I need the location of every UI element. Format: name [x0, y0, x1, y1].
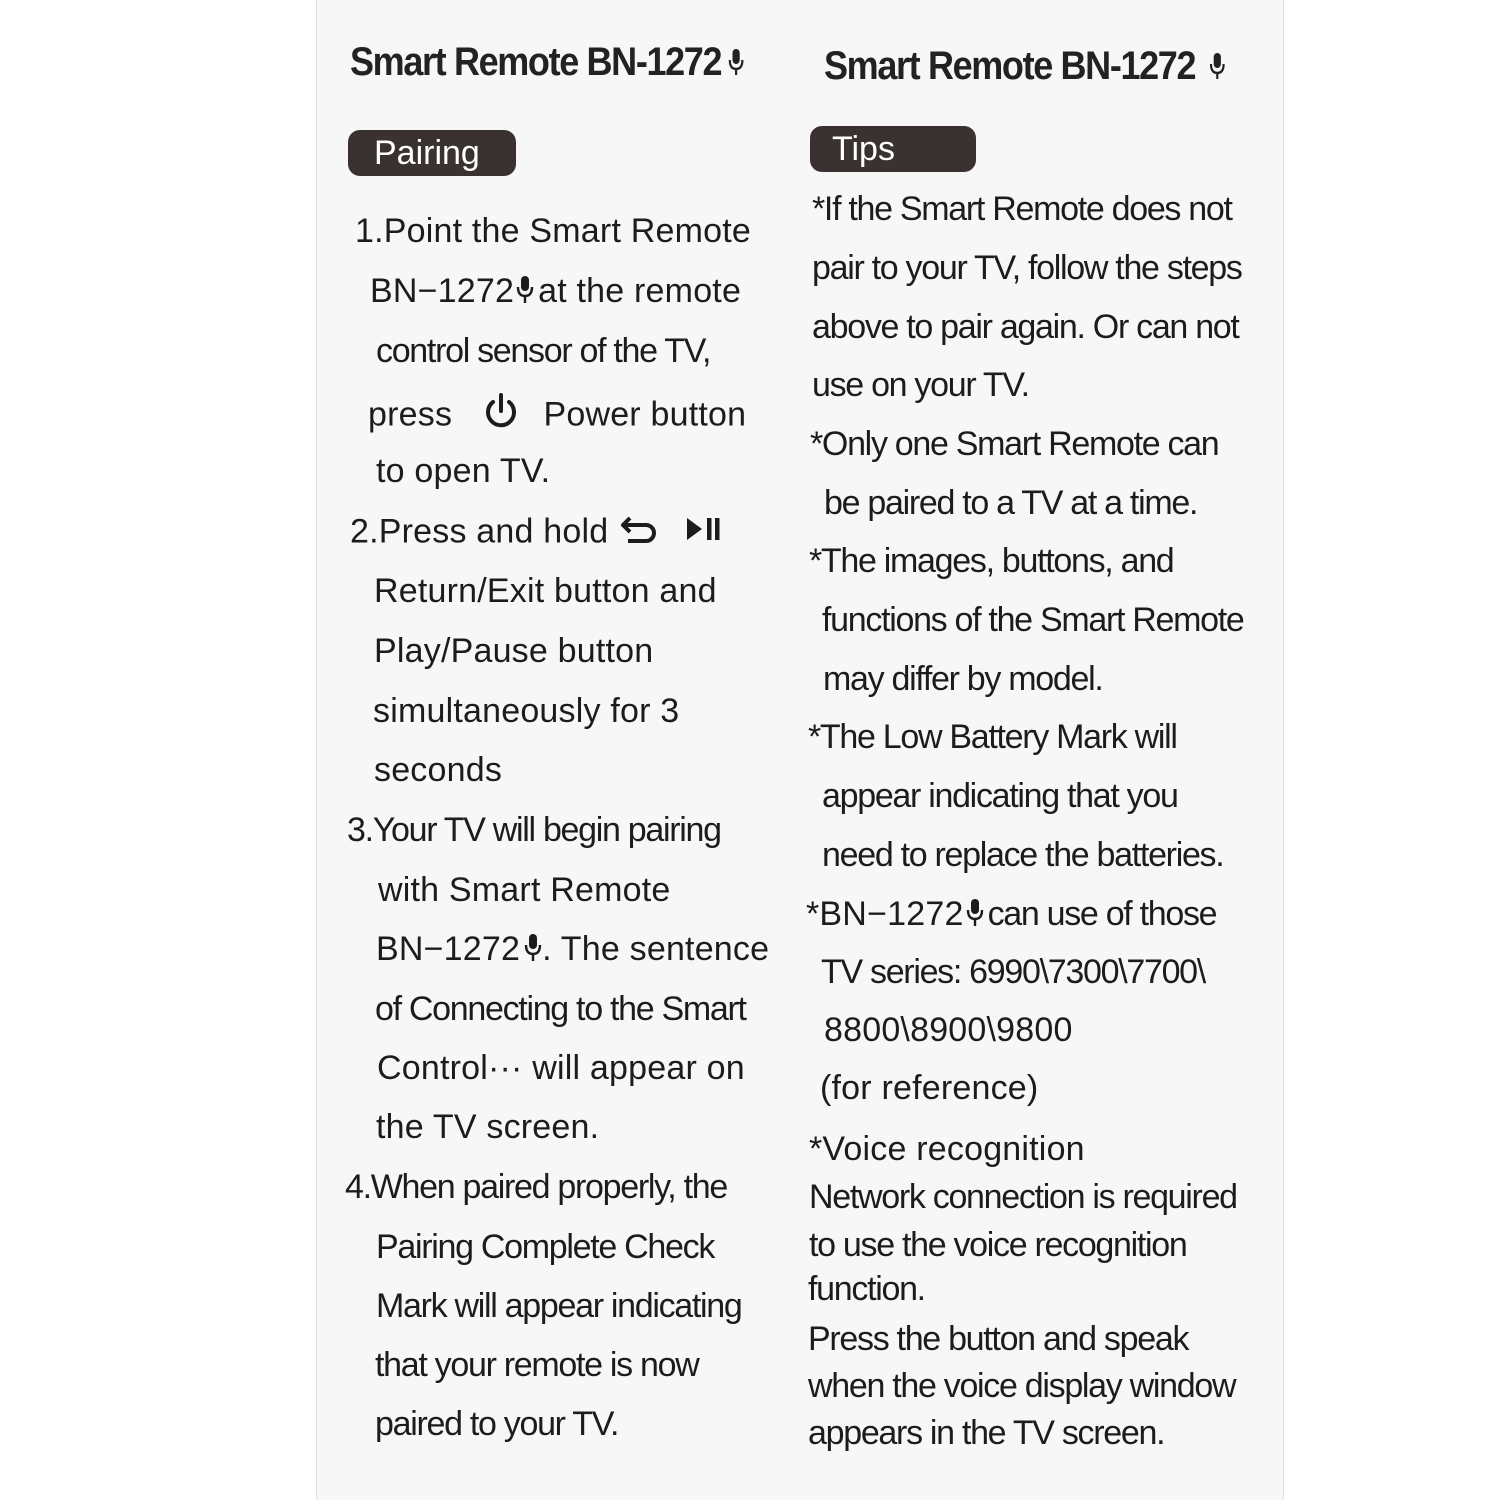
step4-line2: Pairing Complete Check [376, 1228, 715, 1266]
step1-line3: control sensor of the TV, [376, 332, 711, 370]
model-text: *BN−1272 [806, 895, 964, 933]
step4-line1: 4.When paired properly, the [345, 1168, 727, 1206]
tip6-line3: to use the voice recognition [809, 1226, 1187, 1264]
tip3-line1: *The images, buttons, and [809, 542, 1174, 580]
tip1-line3: above to pair again. Or can not [812, 308, 1239, 346]
control-text: Control··· [377, 1049, 523, 1087]
tip5-line2: TV series: 6990\7300\7700\ [821, 953, 1205, 991]
step1-line2-text: at the remote [538, 272, 742, 310]
model-text: BN−1272 [376, 930, 521, 968]
step3-line2: with Smart Remote [378, 871, 671, 909]
tip5-line3: 8800\8900\9800 [824, 1011, 1073, 1049]
tip1-line4: use on your TV. [812, 366, 1029, 404]
tip4-line2: appear indicating that you [822, 777, 1178, 815]
tip5-line4: (for reference) [820, 1069, 1039, 1107]
step2-line1-text: 2.Press and hold [350, 512, 609, 551]
tip4-line1: *The Low Battery Mark will [808, 718, 1177, 756]
step3-line4: of Connecting to the Smart [375, 990, 746, 1028]
title-right [824, 44, 1226, 91]
step4-line4: that your remote is now [375, 1346, 699, 1384]
step3-line3 [376, 930, 769, 972]
title-left [350, 40, 745, 87]
return-icon [620, 512, 660, 555]
tip6-line1: *Voice recognition [809, 1130, 1085, 1168]
tip6-line7: appears in the TV screen. [808, 1414, 1165, 1452]
step4-line3: Mark will appear indicating [376, 1287, 742, 1325]
tip1-line2: pair to your TV, follow the steps [812, 249, 1242, 287]
pairing-section-label [348, 130, 516, 176]
step1-line2 [370, 272, 741, 314]
tips-label-text: Tips [832, 130, 895, 168]
microphone-icon [728, 42, 744, 87]
tip2-line1: *Only one Smart Remote can [810, 425, 1219, 463]
step3-line3-text: . The sentence [542, 930, 770, 968]
step3-line6: the TV screen. [376, 1108, 600, 1146]
tip6-line6: when the voice display window [808, 1367, 1236, 1405]
tip3-line2: functions of the Smart Remote [822, 601, 1244, 639]
power-icon [482, 392, 520, 441]
step2-line4: simultaneously for 3 [373, 692, 680, 730]
pairing-label-text: Pairing [374, 134, 480, 172]
step2-line5: seconds [374, 751, 503, 789]
tip2-line2: be paired to a TV at a time. [824, 484, 1198, 522]
power-button-text: Power button [543, 395, 747, 434]
title-right-text: Smart Remote BN-1272 [824, 44, 1196, 88]
tip4-line3: need to replace the batteries. [822, 836, 1224, 874]
tip5-line1-text: can use of those [987, 895, 1217, 933]
tip5-line1 [806, 895, 1216, 937]
step4-line5: paired to your TV. [375, 1405, 619, 1443]
press-text: press [368, 395, 453, 434]
step2-line2: Return/Exit button and [374, 572, 717, 610]
tip6-line2: Network connection is required [809, 1178, 1237, 1216]
step3-line5-text: will appear on [532, 1049, 745, 1087]
tip3-line3: may differ by model. [823, 660, 1103, 698]
step1-line1: 1.Point the Smart Remote [355, 212, 751, 250]
tips-section-label [810, 126, 976, 172]
microphone-icon [524, 933, 542, 972]
title-left-text: Smart Remote BN-1272 [350, 40, 722, 84]
step3-line1: 3.Your TV will begin pairing [347, 811, 721, 849]
tip1-line1: *If the Smart Remote does not [812, 190, 1232, 228]
microphone-icon [516, 275, 534, 314]
play-pause-icon [684, 514, 722, 553]
step1-line5: to open TV. [376, 452, 551, 490]
step2-line1 [350, 512, 722, 555]
step2-line3: Play/Pause button [374, 632, 654, 670]
model-text: BN−1272 [370, 272, 515, 310]
microphone-icon [1210, 46, 1226, 91]
tip6-line4: function. [808, 1270, 925, 1308]
step1-line4 [368, 392, 746, 441]
microphone-icon [966, 898, 984, 937]
tip6-line5: Press the button and speak [808, 1320, 1189, 1358]
step3-line5 [377, 1049, 745, 1088]
